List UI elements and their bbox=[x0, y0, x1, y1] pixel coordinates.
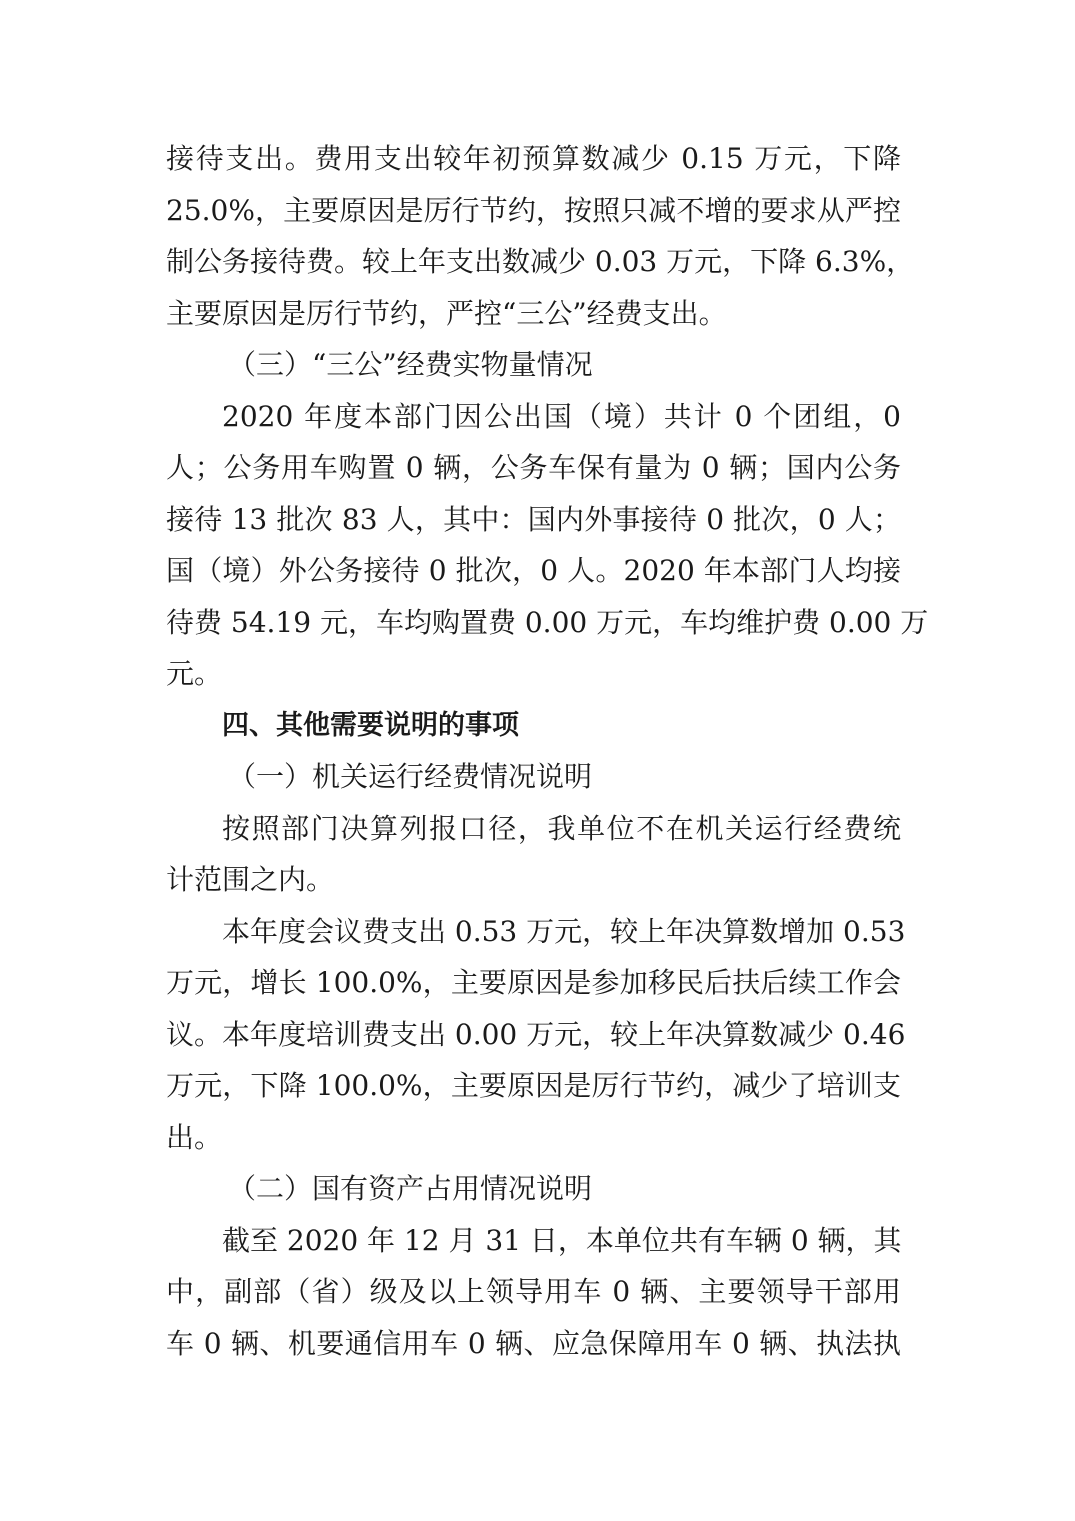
body-line: 截至 2020 年 12 月 31 日，本单位共有车辆 0 辆，其 bbox=[222, 1223, 902, 1257]
subsection-heading: （三）“三公”经费实物量情况 bbox=[228, 348, 593, 381]
document-page bbox=[166, 133, 929, 1369]
body-line: 中，副部（省）级及以上领导用车 0 辆、主要领导干部用 bbox=[166, 1275, 901, 1308]
body-line: 万元，下降 100.0%，主要原因是厉行节约，减少了培训支 bbox=[166, 1069, 901, 1102]
body-line: 2020 年度本部门因公出国（境）共计 0 个团组，0 bbox=[222, 399, 901, 433]
body-line: 主要原因是厉行节约，严控“三公”经费支出。 bbox=[166, 296, 727, 330]
body-line: 出。 bbox=[166, 1120, 223, 1154]
body-line: 人；公务用车购置 0 辆，公务车保有量为 0 辆；国内公务 bbox=[166, 451, 901, 484]
body-line: 按照部门决算列报口径，我单位不在机关运行经费统 bbox=[222, 811, 901, 845]
body-line: 计范围之内。 bbox=[166, 863, 335, 896]
body-line: 制公务接待费。较上年支出数减少 0.03 万元，下降 6.3%， bbox=[166, 245, 915, 278]
body-line: 待费 54.19 元，车均购置费 0.00 万元，车均维护费 0.00 万 bbox=[166, 605, 929, 639]
body-line: 车 0 辆、机要通信用车 0 辆、应急保障用车 0 辆、执法执 bbox=[166, 1326, 901, 1360]
body-line: 接待支出。费用支出较年初预算数减少 0.15 万元，下降 bbox=[166, 142, 901, 175]
section-heading: 四、其他需要说明的事项 bbox=[222, 709, 519, 741]
body-line: 25.0%，主要原因是厉行节约，按照只减不增的要求从严控 bbox=[166, 193, 901, 227]
body-line: 万元，增长 100.0%，主要原因是参加移民后扶后续工作会 bbox=[166, 966, 901, 999]
body-line: 接待 13 批次 83 人，其中：国内外事接待 0 批次，0 人； bbox=[166, 502, 901, 536]
body-line: 元。 bbox=[166, 657, 223, 690]
body-line: 国（境）外公务接待 0 批次，0 人。2020 年本部门人均接 bbox=[166, 554, 901, 587]
body-line: 议。本年度培训费支出 0.00 万元，较上年决算数减少 0.46 bbox=[166, 1017, 906, 1051]
subsection-heading: （二）国有资产占用情况说明 bbox=[228, 1172, 593, 1205]
body-line: 本年度会议费支出 0.53 万元，较上年决算数增加 0.53 bbox=[222, 914, 906, 948]
subsection-heading: （一）机关运行经费情况说明 bbox=[228, 760, 593, 793]
